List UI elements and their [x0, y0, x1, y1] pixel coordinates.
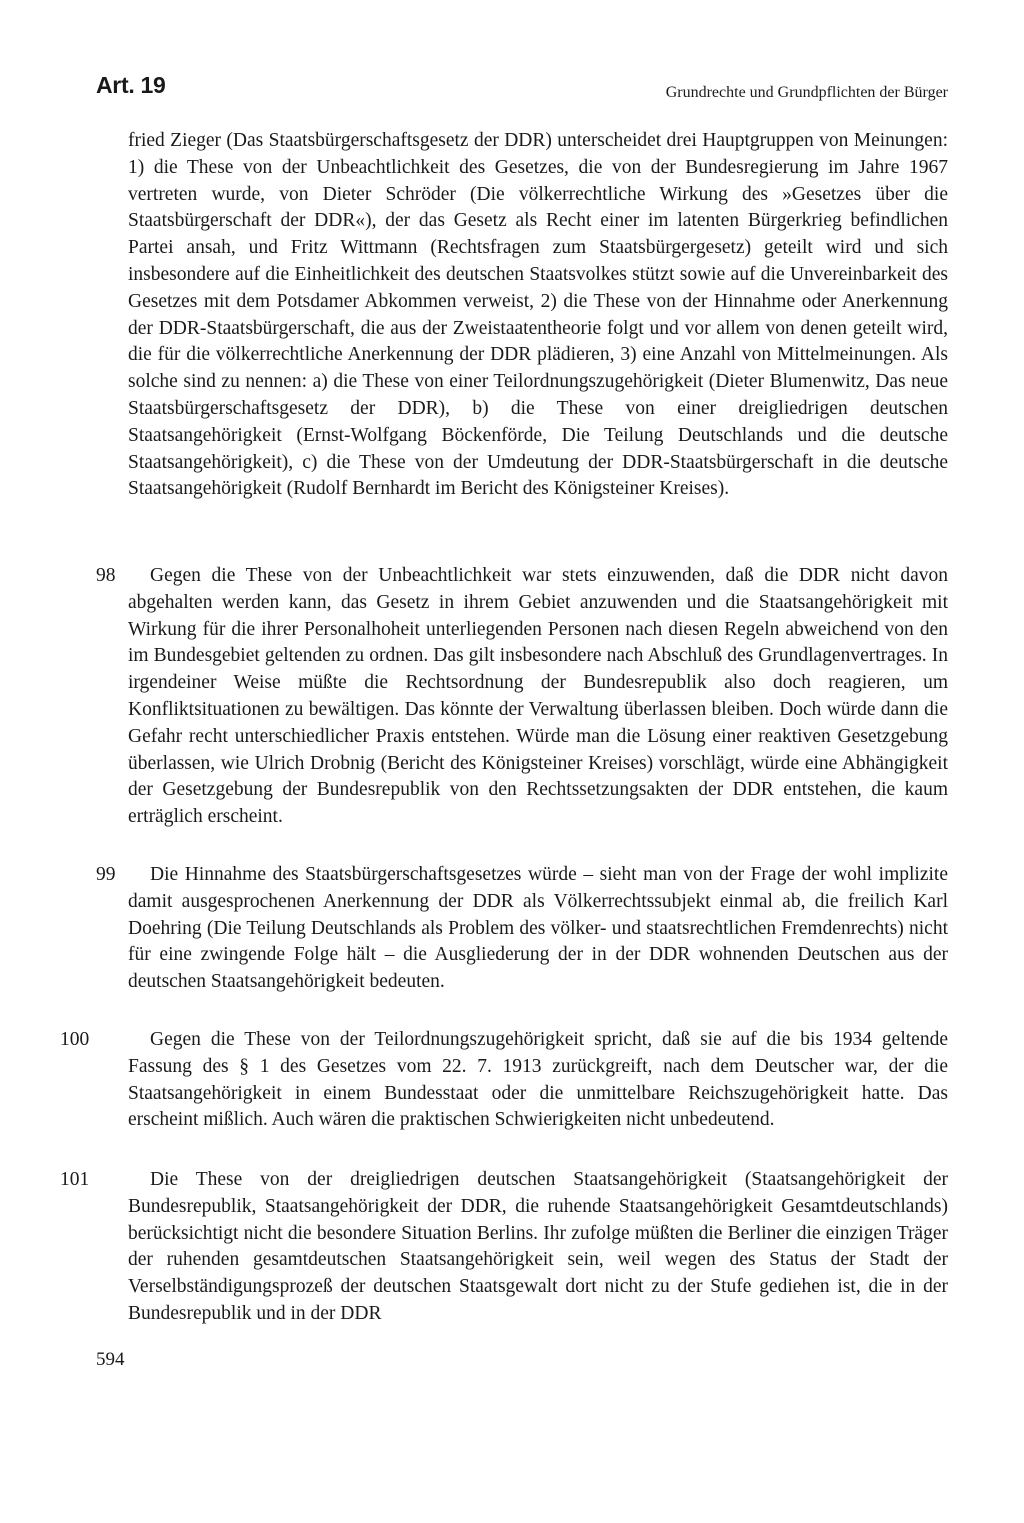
- paragraph-text: Gegen die These von der Teilordnungszugehörigkeit spricht, daß sie auf die bis 1934 geltende Fassung des § 1 des Gesetzes vom 22. 7. 1913 zurückgreift, nach dem Deutscher war, der die Staatsangehörigkeit in einem Bundesstaat oder die unmittelbare Reichszugehörigkeit hatte. Das erscheint mißlich. Auch wären die praktischen Schwierigkeiten nicht unbedeutend.: [128, 1029, 948, 1131]
- margin-number: 98: [96, 565, 116, 586]
- intro-text: fried Zieger (Das Staatsbürgerschaftsgesetz der DDR) unterscheidet drei Hauptgruppen von Meinungen: 1) die These von der Unbeachtlichkeit des Gesetzes, die von der Bundesregierung im Jahre 1967 vertreten wurde, von Dieter Schröder (Die völkerrechtliche Wirkung des »Gesetzes über die Staatsbürgerschaft der DDR«), der das Gesetz als Recht einer im latenten Bürgerkrieg befindlichen Partei ansah, und Fritz Wittmann (Rechtsfragen zum Staatsbürgergesetz) geteilt wird und sich insbesondere auf die Einheitlichkeit des deutschen Staatsvolkes stützt sowie auf die Unvereinbarkeit des Gesetzes mit dem Potsdamer Abkommen verweist, 2) die These von der Hinnahme oder Anerkennung der DDR-Staatsbürgerschaft, die aus der Zweistaatentheorie folgt und vor allem von denen geteilt wird, die für die völkerrechtliche Anerkennung der DDR plädieren, 3) eine Anzahl von Mittelmeinungen. Als solche sind zu nennen: a) die These von einer Teilordnungszugehörigkeit (Dieter Blumenwitz, Das neue Staatsbürgerschaftsgesetz der DDR), b) die These von einer dreigliedrigen deutschen Staatsangehörigkeit (Ernst-Wolfgang Böckenförde, Die Teilung Deutschlands und die deutsche Staatsangehörigkeit), c) die These von der Umdeutung der DDR-Staatsbürgerschaft in die deutsche Staatsangehörigkeit (Rudolf Bernhardt im Bericht des Königsteiner Kreises).: [128, 130, 948, 500]
- intro-paragraph: [128, 128, 948, 503]
- paragraph-text: Die These von der dreigliedrigen deutschen Staatsangehörigkeit (Staatsangehörigkeit der Bundesrepublik, Staatsangehörigkeit der DDR, die ruhende Staatsangehörigkeit Gesamtdeutschlands) berücksichtigt nicht die besondere Situation Berlins. Ihr zufolge müßten die Berliner die einzigen Träger der ruhenden gesamtdeutschen Staatsangehörigkeit sein, weil wegen des Status der Stadt der Verselbständigungsprozeß der deutschen Staatsgewalt dort nicht zu der Stufe gediehen ist, die in der Bundesrepublik und in der DDR: [128, 1169, 948, 1324]
- margin-number: 99: [96, 864, 116, 885]
- margin-number: 101: [60, 1169, 90, 1190]
- margin-number: 100: [60, 1029, 90, 1050]
- page-header: [96, 72, 948, 112]
- article-label: Art. 19: [96, 72, 166, 98]
- page-number: 594: [96, 1349, 125, 1370]
- running-title: Grundrechte und Grundpflichten der Bürger: [665, 84, 948, 101]
- paragraph-text: Gegen die These von der Unbeachtlichkeit war stets einzuwenden, daß die DDR nicht davon abgehalten werden kann, das Gesetz in ihrem Gebiet anzuwenden und die Staatsangehörigkeit mit Wirkung für die ihrer Personalhoheit unterliegenden Personen nach diesen Regeln abweichend von den im Bundesgebiet geltenden zu ordnen. Das gilt insbesondere nach Abschluß des Grundlagenvertrages. In irgendeiner Weise müßte die Rechtsordnung der Bundesrepublik also doch reagieren, um Konfliktsituationen zu bewältigen. Das könnte der Verwaltung überlassen bleiben. Doch würde dann die Gefahr recht unterschiedlicher Praxis entstehen. Würde man die Lösung einer reaktiven Gesetzgebung überlassen, wie Ulrich Drobnig (Bericht des Königsteiner Kreises) vorschlägt, würde eine Abhängigkeit der Gesetzgebung der Bundesrepublik von den Rechtssetzungsakten der DDR entstehen, die kaum erträglich erscheint.: [128, 565, 948, 828]
- paragraph-text: Die Hinnahme des Staatsbürgerschaftsgesetzes würde – sieht man von der Frage der wohl implizite damit ausgesprochenen Anerkennung der DDR als Völkerrechtssubjekt einmal ab, die freilich Karl Doehring (Die Teilung Deutschlands als Problem des völker- und staatsrechtlichen Fremdenrechts) nicht für eine zwingende Folge hält – die Ausgliederung der in der DDR wohnenden Deutschen aus der deutschen Staatsangehörigkeit bedeuten.: [128, 864, 948, 993]
